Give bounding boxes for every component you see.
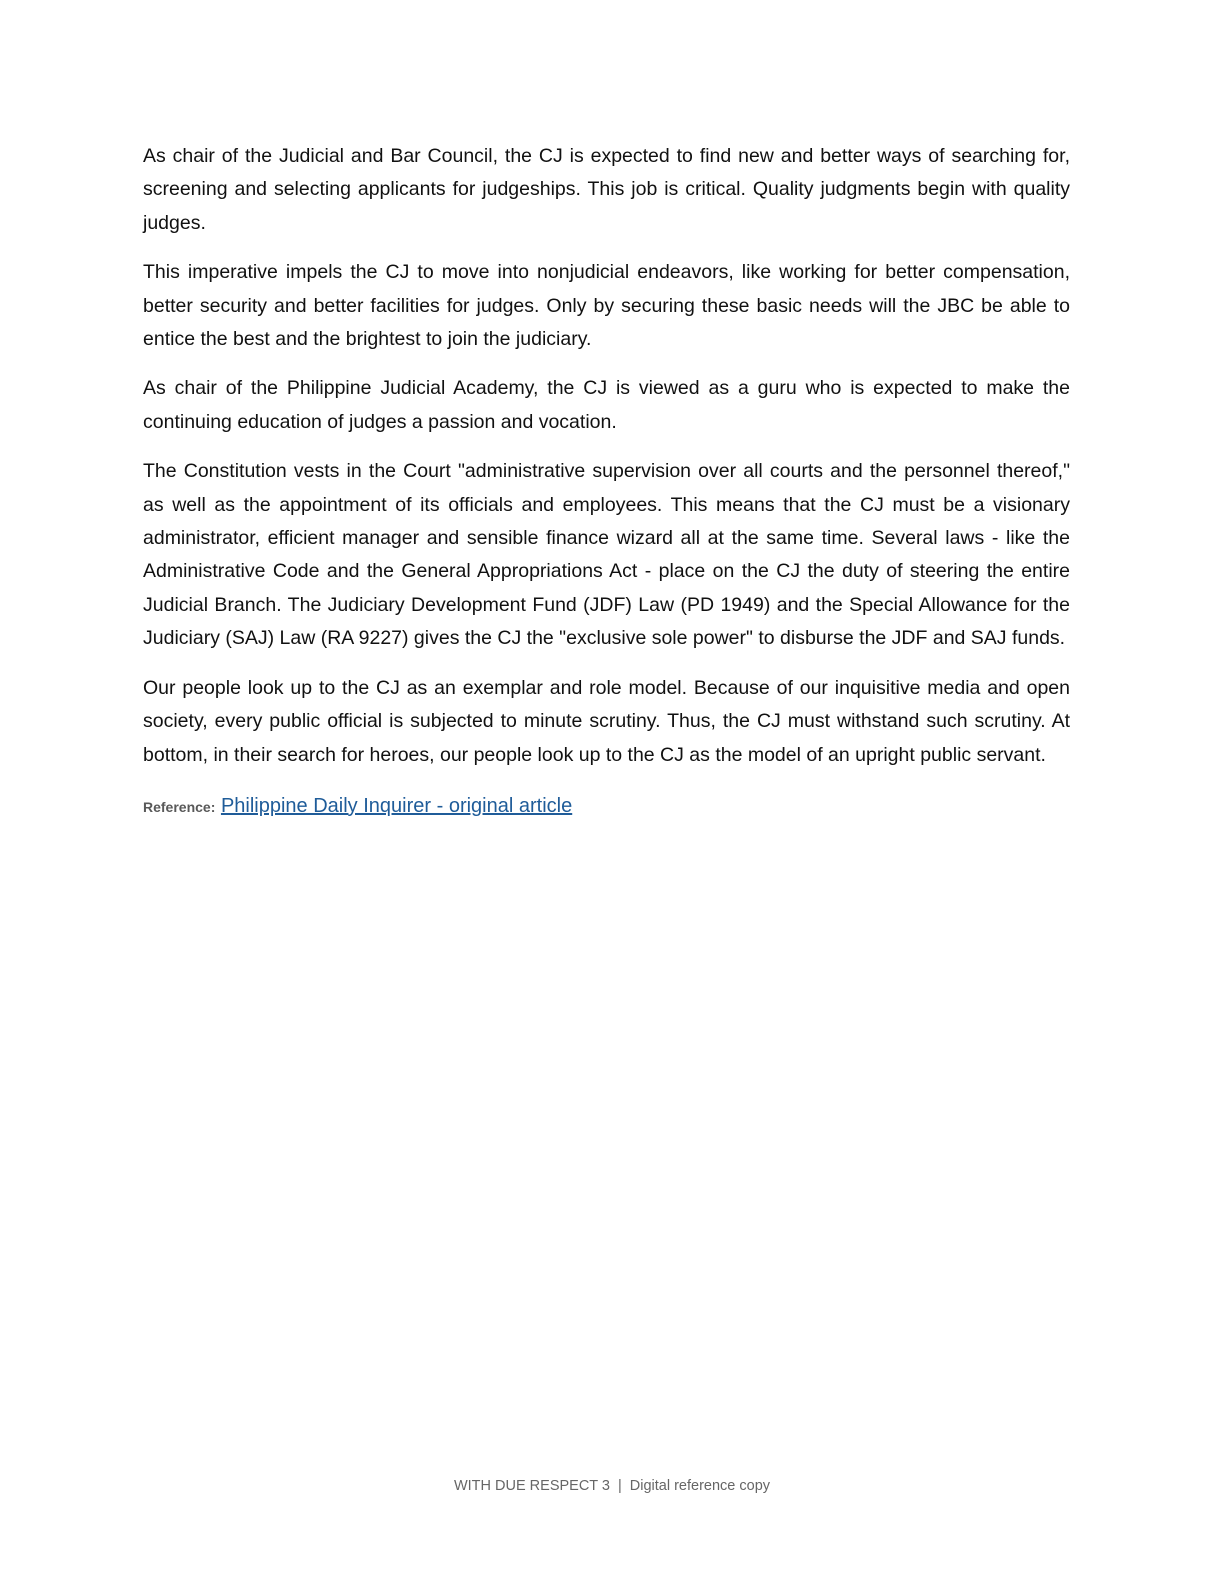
document-body (143, 140, 1070, 821)
paragraph-administrative-supervision: The Constitution vests in the Court "administrative supervision over all courts and the personnel thereof," as well as the appointment of its officials and employees. This means that the CJ must be a visionary administrator, efficient manager and sensible finance wizard all at the same time. Several laws - like the Administrative Code and the General Appropriations Act - place on the CJ the duty of steering the entire Judicial Branch. The Judiciary Development Fund (JDF) Law (PD 1949) and the Special Allowance for the Judiciary (SAJ) Law (RA 9227) gives the CJ the "exclusive sole power" to disburse the JDF and SAJ funds. (143, 460, 1070, 650)
paragraph-jbc-chair: As chair of the Judicial and Bar Council, the CJ is expected to find new and better ways of searching for, screening and selecting applicants for judgeships. This job is critical. Quality judgments begin with quality judges. (143, 145, 1070, 234)
footer-note: Digital reference copy (629, 1478, 771, 1494)
page-footer (0, 1478, 1224, 1494)
footer-title: WITH DUE RESPECT 3 (453, 1478, 610, 1494)
reference-link[interactable]: Philippine Daily Inquirer - original article (220, 794, 573, 817)
footer-separator: | (618, 1478, 622, 1494)
reference-label: Reference: (143, 798, 216, 815)
paragraph-nonjudicial-endeavors: This imperative impels the CJ to move into nonjudicial endeavors, like working for better compensation, better security and better facilities for judges. Only by securing these basic needs will the JBC be able to entice the best and the brightest to join the judiciary. (143, 261, 1070, 351)
reference-line (143, 792, 1070, 821)
paragraph-role-model: Our people look up to the CJ as an exemplar and role model. Because of our inquisitive media and open society, every public official is subjected to minute scrutiny. Thus, the CJ must withstand such scrutiny. At bottom, in their search for heroes, our people look up to the CJ as the model of an upright public servant. (143, 676, 1070, 766)
paragraph-philja-chair: As chair of the Philippine Judicial Academy, the CJ is viewed as a guru who is expected to make the continuing education of judges a passion and vocation. (143, 377, 1070, 433)
